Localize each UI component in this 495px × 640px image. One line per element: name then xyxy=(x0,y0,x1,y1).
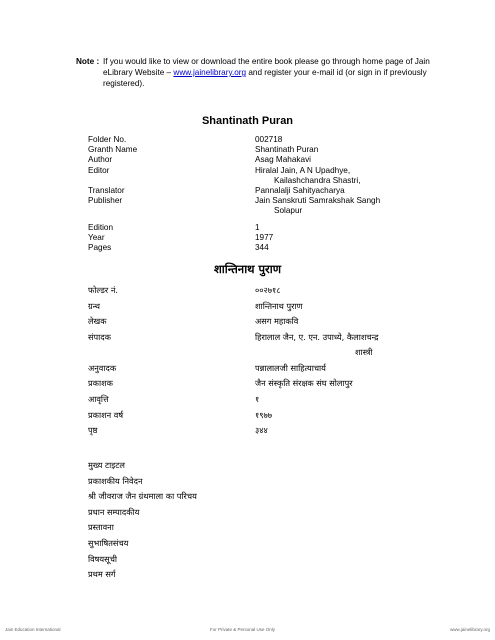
detail-row-year: Year 1977 xyxy=(88,232,274,242)
detail-row-pages: Pages 344 xyxy=(88,243,269,253)
hindi-row-publisher: प्रकाशक जैन संस्कृति संरक्षक संघ सोलापुर xyxy=(88,378,353,389)
detail-row-folder: Folder No. 002718 xyxy=(88,135,283,144)
hindi-details xyxy=(88,285,495,441)
hindi-row-translator: अनुवादक पन्नालालजी साहित्याचार्य xyxy=(88,362,326,373)
toc-item[interactable]: विषयसूची xyxy=(88,553,118,564)
jainelibrary-link[interactable]: www.jainelibrary.org xyxy=(173,68,247,77)
detail-row-author: Author Asag Mahakavi xyxy=(88,155,311,165)
detail-row-edition: Edition 1 xyxy=(88,222,260,232)
note xyxy=(76,56,436,89)
footer-left: Jain Education International xyxy=(5,627,61,632)
note-label: Note : xyxy=(76,57,100,66)
detail-row-granth: Granth Name Shantinath Puran xyxy=(88,145,319,155)
hindi-title: शान्तिनाथ पुराण xyxy=(213,262,282,276)
detail-row-translator: Translator Pannalalji Sahityacharya xyxy=(88,186,345,196)
toc-item[interactable]: प्रधान सम्पादकीय xyxy=(88,506,140,517)
hindi-row-granth: ग्रन्थ शान्तिनाथ पुराण xyxy=(88,300,303,311)
toc-item[interactable]: प्रथम सर्ग xyxy=(88,569,116,580)
hindi-row-folder: फोल्डर नं. ००२७१८ xyxy=(88,285,281,295)
toc-item[interactable]: मुख्य टाइटल xyxy=(88,460,125,470)
toc-item[interactable]: प्रस्तावना xyxy=(88,522,114,533)
detail-row-publisher: Publisher Jain Sanskruti Samrakshak Sangh Solapur xyxy=(88,196,381,216)
note-text-before: If you would like to view or download the entire book please go through home page of Jain eLibrary Website – xyxy=(103,57,430,77)
hindi-row-year: प्रकाशन वर्ष १९७७ xyxy=(88,409,273,420)
toc-item[interactable]: सुभाषितसंचय xyxy=(88,537,129,548)
english-details xyxy=(88,135,475,253)
english-title: Shantinath Puran xyxy=(201,115,294,127)
note-body xyxy=(103,56,433,89)
detail-row-editor: Editor Hiralal Jain, A N Upadhye, Kailashchandra Shastri, xyxy=(88,165,361,185)
toc-item[interactable]: श्री जीवराज जैन ग्रंथमाला का परिचय xyxy=(88,491,197,502)
table-of-contents xyxy=(88,460,197,585)
hindi-row-editor: संपादक हिरालाल जैन, ए. एन. उपाध्ये, कैलाशचन्द्र शास्त्री xyxy=(88,331,379,357)
toc-item[interactable]: प्रकाशकीय निवेदन xyxy=(88,475,143,486)
footer-center: For Private & Personal Use Only xyxy=(210,627,276,632)
hindi-row-edition: आवृत्ति १ xyxy=(88,393,260,404)
note-text-after: and register your e-mail id (or sign in if previously registered). xyxy=(103,68,427,88)
hindi-row-pages: पृष्ठ ३४४ xyxy=(88,425,268,436)
hindi-row-author: लेखक असग महाकवि xyxy=(88,316,299,327)
footer-right: www.jainelibrary.org xyxy=(450,627,490,632)
